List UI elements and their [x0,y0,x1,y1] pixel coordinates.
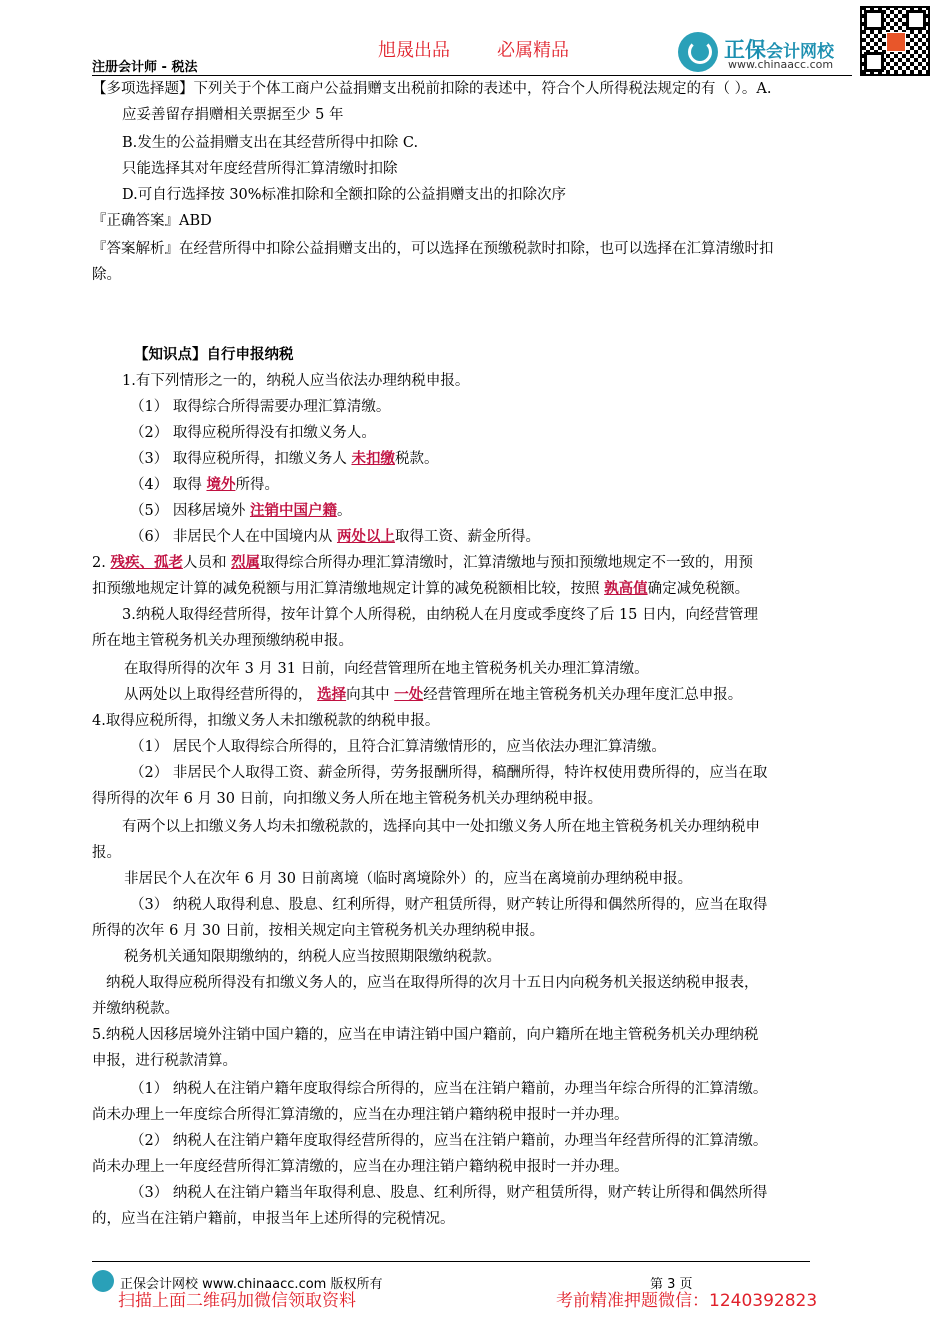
knowledge-item-1: （1） 取得综合所得需要办理汇算清缴。 [130,399,391,415]
knowledge-p4-item-3: （3） 纳税人取得利息、股息、红利所得，财产租赁所得，财产转让所得和偶然所得的，应当在取得 [130,897,768,913]
question-option-d: D.可自行选择按 30%标准扣除和全额扣除的公益捐赠支出的扣除次序 [122,187,567,203]
header-slogan-right: 必属精品 [497,40,569,61]
knowledge-p5-item-1-cont: 尚未办理上一年度综合所得汇算清缴的，应当在办理注销户籍纳税申报时一并办理。 [92,1107,629,1123]
logo-url: www.chinaacc.com [728,58,834,71]
footer-copyright: 正保会计网校 www.chinaacc.com 版权所有 [120,1277,383,1292]
question-option-b: B.发生的公益捐赠支出在其经营所得中扣除 C. [122,135,419,151]
knowledge-p3-cont: 所在地主管税务机关办理预缴纳税申报。 [92,633,353,649]
knowledge-p5-cont: 申报，进行税款清算。 [92,1053,237,1069]
question-option-c: 只能选择其对年度经营所得汇算清缴时扣除 [122,161,398,177]
knowledge-p4-no-withholding: 纳税人取得应税所得没有扣缴义务人的，应当在取得所得的次月十五日内向税务机关报送纳税申报表， [106,975,759,991]
footer-promo-left: 扫描上面二维码加微信领取资料 [118,1291,356,1311]
question-stem: 【多项选择题】下列关于个体工商户公益捐赠支出税前扣除的表述中，符合个人所得税法规定的有（ ）。A. [92,81,772,97]
knowledge-item-3: （3） 取得应税所得，扣缴义务人 未扣缴税款。 [130,450,439,467]
footer-divider [92,1261,810,1262]
knowledge-p4-departure: 非居民个人在次年 6 月 30 日前离境（临时离境除外）的，应当在离境前办理纳税申报。 [124,871,693,887]
answer-analysis-cont: 除。 [92,267,121,283]
knowledge-p2: 2. 残疾、孤老人员和 烈属取得综合所得办理汇算清缴时，汇算清缴地与预扣预缴地规定不一致的，用预 [92,554,754,571]
knowledge-p4-item-2-cont: 得所得的次年 6 月 30 日前，向扣缴义务人所在地主管税务机关办理纳税申报。 [92,791,603,807]
question-option-a: 应妥善留存捐赠相关票据至少 5 年 [122,107,344,123]
correct-answer: 『正确答案』ABD [92,213,212,229]
subject-title: 注册会计师 - 税法 [92,60,198,75]
knowledge-title: 【知识点】自行申报纳税 [134,347,294,363]
knowledge-p5-item-3: （3） 纳税人在注销户籍当年取得利息、股息、红利所得，财产租赁所得，财产转让所得和偶然所得 [130,1185,768,1201]
knowledge-p3-settlement: 在取得所得的次年 3 月 31 日前，向经营管理所在地主管税务机关办理汇算清缴。 [124,661,649,677]
knowledge-p4-multi: 有两个以上扣缴义务人均未扣缴税款的，选择向其中一处扣缴义务人所在地主管税务机关办理纳税申 [122,819,760,835]
logo-emblem-icon [678,32,718,72]
knowledge-p4-item-1: （1） 居民个人取得综合所得的，且符合汇算清缴情形的，应当依法办理汇算清缴。 [130,739,666,755]
logo-name: 正保 [724,38,766,62]
knowledge-p3: 3.纳税人取得经营所得，按年计算个人所得税，由纳税人在月度或季度终了后 15 日内，向经营管理 [122,607,758,623]
knowledge-p1: 1.有下列情形之一的，纳税人应当依法办理纳税申报。 [122,373,470,389]
knowledge-item-2: （2） 取得应税所得没有扣缴义务人。 [130,425,376,441]
chinaacc-logo [678,32,858,76]
knowledge-p2-cont: 扣预缴地规定计算的减免税额与用汇算清缴地规定计算的减免税额相比较，按照 孰高值确定减免税额。 [92,580,750,597]
knowledge-p4-multi-cont: 报。 [92,845,121,861]
knowledge-p4-item-2: （2） 非居民个人取得工资、薪金所得，劳务报酬所得，稿酬所得，特许权使用费所得的，应当在取 [130,765,768,781]
knowledge-p5: 5.纳税人因移居境外注销中国户籍的，应当在申请注销中国户籍前，向户籍所在地主管税务机关办理纳税 [92,1027,759,1043]
knowledge-p3-multiple: 从两处以上取得经营所得的， 选择向其中 一处经营管理所在地主管税务机关办理年度汇总申报。 [124,686,743,703]
answer-analysis: 『答案解析』在经营所得中扣除公益捐赠支出的，可以选择在预缴税款时扣除，也可以选择在汇算清缴时扣 [92,241,774,257]
knowledge-item-6: （6） 非居民个人在中国境内从 两处以上取得工资、薪金所得。 [130,528,540,545]
page-number: 第 3 页 [650,1277,693,1292]
qr-code-icon[interactable] [860,6,930,76]
header-slogan-left: 旭晟出品 [378,40,450,61]
knowledge-item-4: （4） 取得 境外所得。 [130,476,279,493]
footer-promo-right: 考前精准押题微信：1240392823 [556,1291,818,1311]
knowledge-p4-no-withholding-cont: 并缴纳税款。 [92,1001,179,1017]
knowledge-p5-item-2-cont: 尚未办理上一年度经营所得汇算清缴的，应当在办理注销户籍纳税申报时一并办理。 [92,1159,629,1175]
knowledge-p5-item-3-cont: 的，应当在注销户籍前，申报当年上述所得的完税情况。 [92,1211,455,1227]
knowledge-p4: 4.取得应税所得，扣缴义务人未扣缴税款的纳税申报。 [92,713,440,729]
logo-tagline: 会计网校 [766,42,834,62]
knowledge-item-5: （5） 因移居境外 注销中国户籍。 [130,502,352,519]
knowledge-p5-item-1: （1） 纳税人在注销户籍年度取得综合所得的，应当在注销户籍前，办理当年综合所得的汇算清缴。 [130,1081,768,1097]
knowledge-p4-deadline: 税务机关通知限期缴纳的，纳税人应当按照期限缴纳税款。 [124,949,501,965]
knowledge-p4-item-3-cont: 所得的次年 6 月 30 日前，按相关规定向主管税务机关办理纳税申报。 [92,923,545,939]
knowledge-p5-item-2: （2） 纳税人在注销户籍年度取得经营所得的，应当在注销户籍前，办理当年经营所得的汇算清缴。 [130,1133,768,1149]
footer-logo-icon [92,1270,114,1292]
